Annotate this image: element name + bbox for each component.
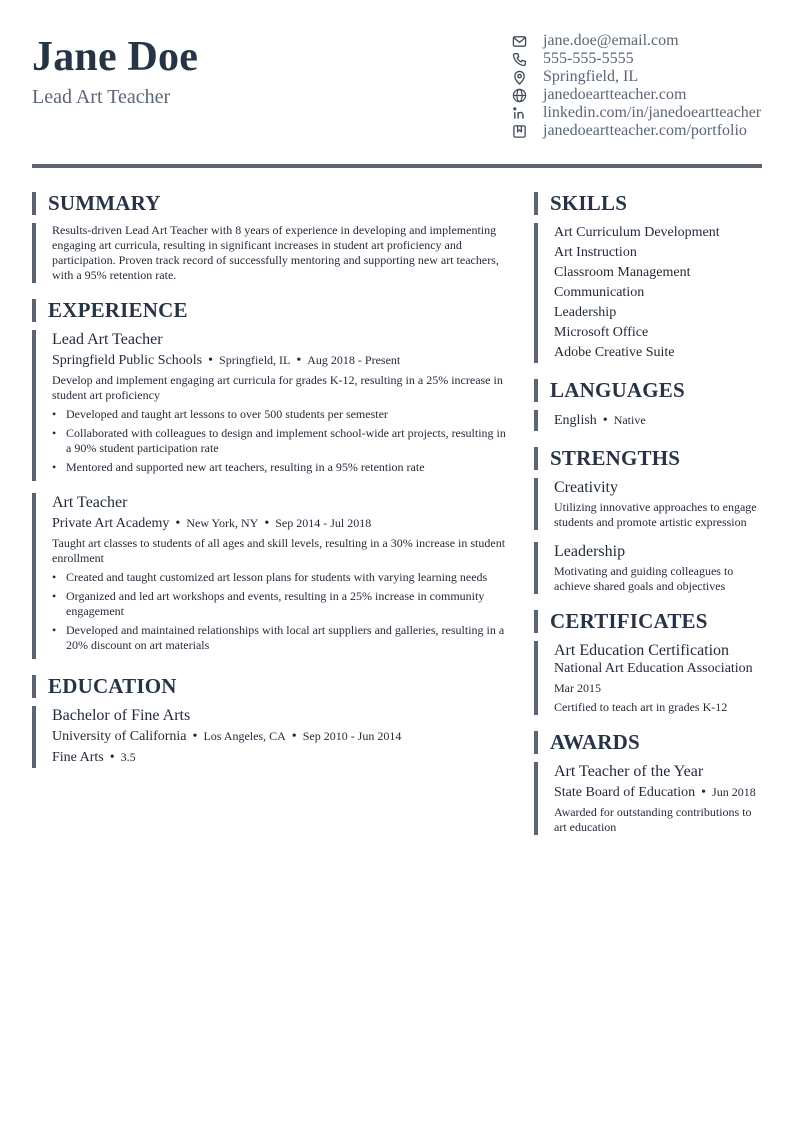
globe-icon [510,87,528,103]
contact-phone-text: 555-555-5555 [543,50,634,67]
job-title: Lead Art Teacher [52,331,163,348]
portfolio-icon [510,123,528,139]
contact-website-text: janedoeartteacher.com [543,86,687,103]
contact-portfolio-text: janedoeartteacher.com/portfolio [543,122,747,139]
gpa: 3.5 [120,750,136,764]
school: University of California [52,729,187,744]
strength-title: Creativity [554,479,618,496]
skill-item: Microsoft Office [554,325,649,340]
linkedin-icon [510,105,528,121]
job-bullets [52,570,512,653]
job-location: Springfield, IL [219,353,291,367]
award-title: Art Teacher of the Year [554,763,704,780]
education-dates: Sep 2010 - Jun 2014 [302,729,402,743]
degree: Bachelor of Fine Arts [52,707,191,724]
skill-item: Leadership [554,305,617,320]
education-heading: EDUCATION [32,675,512,698]
resume-header [32,0,762,166]
contact-location-text: Springfield, IL [543,68,639,85]
contact-linkedin-text: linkedin.com/in/janedoeartteacher [543,104,762,121]
award-issuer-line: State Board of Education • Jun 2018 [554,785,756,800]
contact-email[interactable] [510,32,770,50]
phone-icon [510,51,528,67]
language-item: English • Native [534,410,762,431]
job-company: Springfield Public Schools [52,353,203,368]
list-item: • Created and taught customized art lesson plans for students with varying learning needs [52,570,512,585]
skill-item: Art Instruction [554,245,637,260]
skill-item: Classroom Management [554,265,691,280]
awards-heading: AWARDS [534,731,762,754]
job-company-line: Private Art Academy • New York, NY • Sep 2014 - Jul 2018 [52,516,372,531]
certificate-entry [534,641,762,715]
list-item: • Developed and taught art lessons to over 500 students per semester [52,407,512,422]
experience-heading: EXPERIENCE [32,299,512,322]
strength-item [534,478,762,530]
contact-list [510,32,770,140]
job-dates: Sep 2014 - Jul 2018 [275,516,372,530]
awards-section [534,731,762,835]
certificates-section [534,610,762,715]
skills-section [534,192,762,363]
right-column [534,192,762,835]
languages-heading: LANGUAGES [534,379,762,402]
candidate-name: Jane Doe [32,34,199,80]
strength-title: Leadership [554,543,626,560]
award-date: Jun 2018 [712,785,756,799]
strengths-section [534,447,762,594]
job-description: Taught art classes to students of all ages and skill levels, resulting in a 30% increase in student enrollment [52,536,506,565]
job-company: Private Art Academy [52,516,170,531]
certificate-issuer: National Art Education Association [554,661,753,676]
contact-location [510,68,770,86]
job-title: Art Teacher [52,494,128,511]
strength-item [534,542,762,594]
job-dates: Aug 2018 - Present [307,353,401,367]
job-entry [32,493,512,659]
list-item: • Collaborated with colleagues to design and implement school-wide art projects, resulting in a 90% student participation rate [52,426,512,456]
contact-phone[interactable] [510,50,770,68]
summary-section [32,192,512,283]
award-entry [534,762,762,835]
contact-website[interactable] [510,86,770,104]
list-item: • Developed and maintained relationships with local art suppliers and galleries, resulting in a 20% discount on art materials [52,623,512,653]
job-description: Develop and implement engaging art curricula for grades K-12, resulting in a 25% increase in student art proficiency [52,373,503,402]
strength-text: Motivating and guiding colleagues to achieve shared goals and objectives [554,564,734,593]
strengths-heading: STRENGTHS [534,447,762,470]
skill-item: Adobe Creative Suite [554,345,675,360]
school-location: Los Angeles, CA [203,729,286,743]
contact-email-text: jane.doe@email.com [543,32,679,49]
skills-heading: SKILLS [534,192,762,215]
skill-item: Art Curriculum Development [554,225,720,240]
job-entry [32,330,512,481]
certificate-text: Certified to teach art in grades K-12 [554,700,728,714]
award-issuer: State Board of Education [554,785,696,800]
mail-icon [510,33,528,49]
left-column [32,192,512,768]
field-of-study: Fine Arts [52,750,104,765]
school-line: University of California • Los Angeles, CA • Sep 2010 - Jun 2014 [52,729,402,744]
education-entry [32,706,512,768]
language-level: Native [613,413,646,427]
job-location: New York, NY [186,516,259,530]
field-line: Fine Arts • 3.5 [52,750,136,765]
certificate-title: Art Education Certification [554,642,730,659]
award-text: Awarded for outstanding contributions to art education [554,805,752,834]
list-item: • Organized and led art workshops and events, resulting in a 25% increase in community engagement [52,589,512,619]
experience-section [32,299,512,659]
language-name: English [554,413,597,428]
list-item: • Mentored and supported new art teachers, resulting in a 95% retention rate [52,460,512,475]
strength-text: Utilizing innovative approaches to engage students and promote artistic expression [554,500,757,529]
summary-heading: SUMMARY [32,192,512,215]
summary-text: Results-driven Lead Art Teacher with 8 years of experience in developing and implementing engaging art curricula, resulting in significant increases in student art proficiency and participation. Proven track record of successfully mentoring and supporting new art teachers, with a 95% retention rate. [52,223,499,282]
header-divider [32,164,762,168]
resume-page [32,0,762,166]
certificate-date: Mar 2015 [554,681,601,695]
contact-linkedin[interactable] [510,104,770,122]
certificates-heading: CERTIFICATES [534,610,762,633]
skills-list [534,223,762,363]
candidate-title: Lead Art Teacher [32,86,171,108]
languages-section [534,379,762,431]
education-section [32,675,512,768]
location-pin-icon [510,69,528,85]
skill-item: Communication [554,285,645,300]
contact-portfolio[interactable] [510,122,770,140]
job-bullets [52,407,512,475]
job-company-line: Springfield Public Schools • Springfield, IL • Aug 2018 - Present [52,353,401,368]
